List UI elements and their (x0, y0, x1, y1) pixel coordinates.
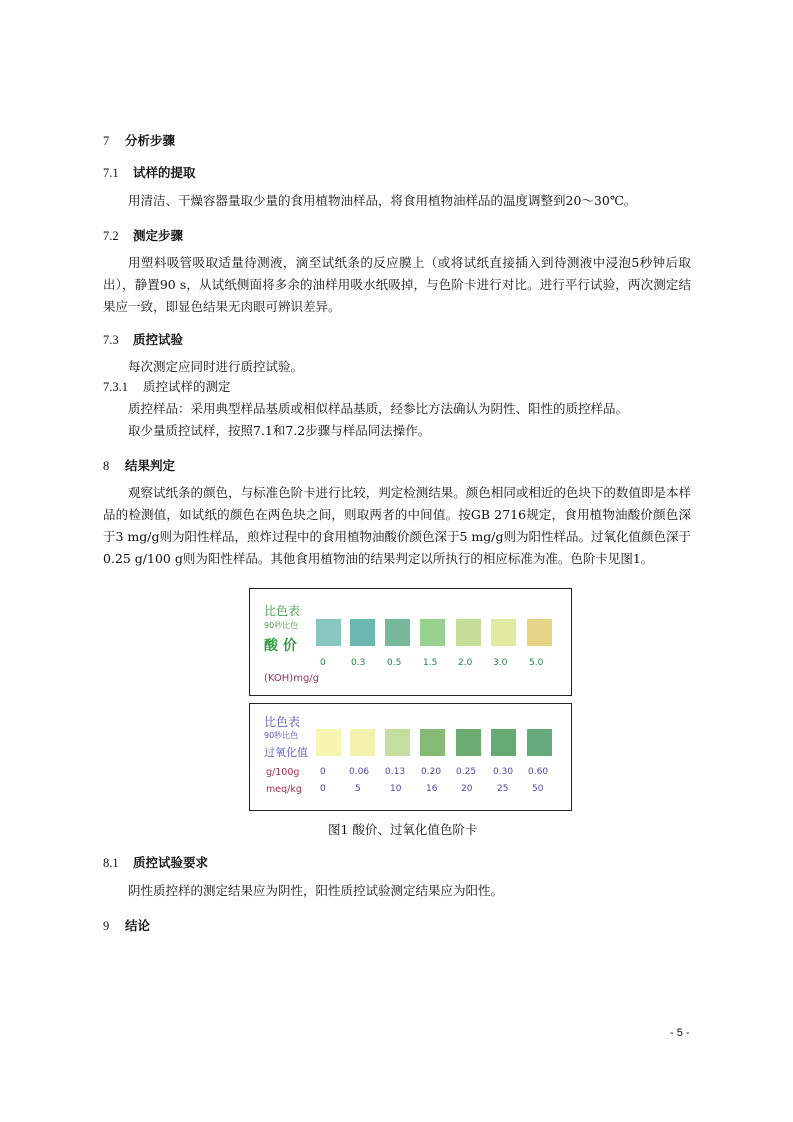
paragraph-8-1: 阴性质控样的测定结果应为阴性，阳性质控试验测定结果应为阳性。 (128, 883, 504, 898)
acid-swatch (350, 619, 375, 646)
acid-value-color-card (249, 588, 572, 696)
acid-swatch (316, 619, 341, 646)
heading-9: 9 结论 (103, 918, 151, 933)
figure-caption: 图1 酸价、过氧化值色阶卡 (328, 822, 478, 837)
peroxide-value-color-card (249, 703, 572, 811)
paragraph-7-1: 用清洁、干燥容器量取少量的食用植物油样品，将食用植物油样品的温度调整到20～30℃。 (128, 193, 637, 208)
perox-value1-label: 0.20 (421, 767, 442, 777)
perox-value2-label: 0 (320, 784, 326, 794)
perox-swatch (350, 729, 375, 756)
acid-value-label: 1.5 (423, 658, 438, 668)
perox-swatch (527, 729, 552, 756)
perox-value2-label: 5 (355, 784, 361, 794)
perox-value2-label: 50 (532, 784, 544, 794)
paragraph-8: 观察试纸条的颜色，与标准色阶卡进行比较，判定检测结果。颜色相同或相近的色块下的数值即是本样品的检测值，如试纸的颜色在两色块之间，则取两者的中间值。按GB 2716规定，食用植物油酸价颜色深于3 mg/g则为阳性样品，煎炸过程中的食用植物油酸价颜色深于5 mg/g则为阳性样品。过氧化值颜色深于0.25 g/100 g则为阳性样品。其他食用植物油的结果判定以所执行的相应标准为准。色阶卡见图1。 (103, 485, 691, 566)
heading-8-1: 8.1 质控试验要求 (103, 855, 209, 870)
acid-value-label: 0.5 (387, 658, 402, 668)
perox-card-name: 过氧化值 (264, 746, 308, 759)
perox-swatch (316, 729, 341, 756)
heading-7: 7 分析步骤 (103, 133, 176, 148)
heading-7-3: 7.3 质控试验 (103, 332, 184, 347)
perox-value1-label: 0.13 (385, 767, 406, 777)
perox-card-title: 比色表 (264, 715, 301, 729)
perox-value2-label: 10 (390, 784, 402, 794)
acid-card-title: 比色表 (264, 604, 301, 618)
perox-swatch (456, 729, 481, 756)
acid-value-label: 3.0 (493, 658, 508, 668)
perox-value1-label: 0.60 (528, 767, 549, 777)
heading-7-1: 7.1 试样的提取 (103, 165, 196, 180)
paragraph-7-3: 每次测定应同时进行质控试验。 (128, 359, 304, 374)
perox-swatch (385, 729, 410, 756)
perox-value2-label: 20 (461, 784, 473, 794)
heading-8: 8 结果判定 (103, 458, 176, 473)
page-number: - 5 - (670, 1027, 690, 1039)
acid-card-name: 酸 价 (264, 638, 297, 654)
paragraph-7-3-1-line2: 取少量质控试样，按照7.1和7.2步骤与样品同法操作。 (128, 423, 431, 438)
acid-swatch (456, 619, 481, 646)
perox-unit1-label: g/100g (266, 767, 300, 778)
acid-swatch (385, 619, 410, 646)
acid-swatch (420, 619, 445, 646)
paragraph-7-2: 用塑料吸管吸取适量待测液，滴至试纸条的反应膜上（或将试纸直接插入到待测液中浸泡5秒钟后取出），静置90 s，从试纸侧面将多余的油样用吸水纸吸掉，与色阶卡进行对比。进行平行试验，两次测定结果应一致，即显色结果无肉眼可辨识差异。 (103, 255, 691, 314)
heading-7-2: 7.2 测定步骤 (103, 228, 184, 243)
perox-value2-label: 25 (497, 784, 509, 794)
acid-value-label: 5.0 (529, 658, 544, 668)
perox-value2-label: 16 (426, 784, 438, 794)
acid-swatch (527, 619, 552, 646)
paragraph-7-3-1-line1: 质控样品：采用典型样品基质或相似样品基质，经参比方法确认为阴性、阳性的质控样品。 (128, 401, 629, 416)
acid-value-label: 0 (320, 658, 326, 668)
acid-card-subtitle: 90秒比色 (264, 621, 299, 630)
perox-unit2-label: meq/kg (266, 784, 302, 795)
perox-swatch (420, 729, 445, 756)
perox-swatch (491, 729, 516, 756)
perox-card-subtitle: 90秒比色 (264, 731, 299, 740)
acid-value-label: 0.3 (351, 658, 366, 668)
perox-value1-label: 0.06 (349, 767, 370, 777)
perox-value1-label: 0.25 (456, 767, 477, 777)
perox-value1-label: 0 (320, 767, 326, 777)
acid-swatch (491, 619, 516, 646)
acid-unit-label: (KOH)mg/g (264, 673, 320, 684)
heading-7-3-1: 7.3.1 质控试样的测定 (103, 379, 231, 394)
perox-value1-label: 0.30 (493, 767, 514, 777)
acid-value-label: 2.0 (458, 658, 473, 668)
